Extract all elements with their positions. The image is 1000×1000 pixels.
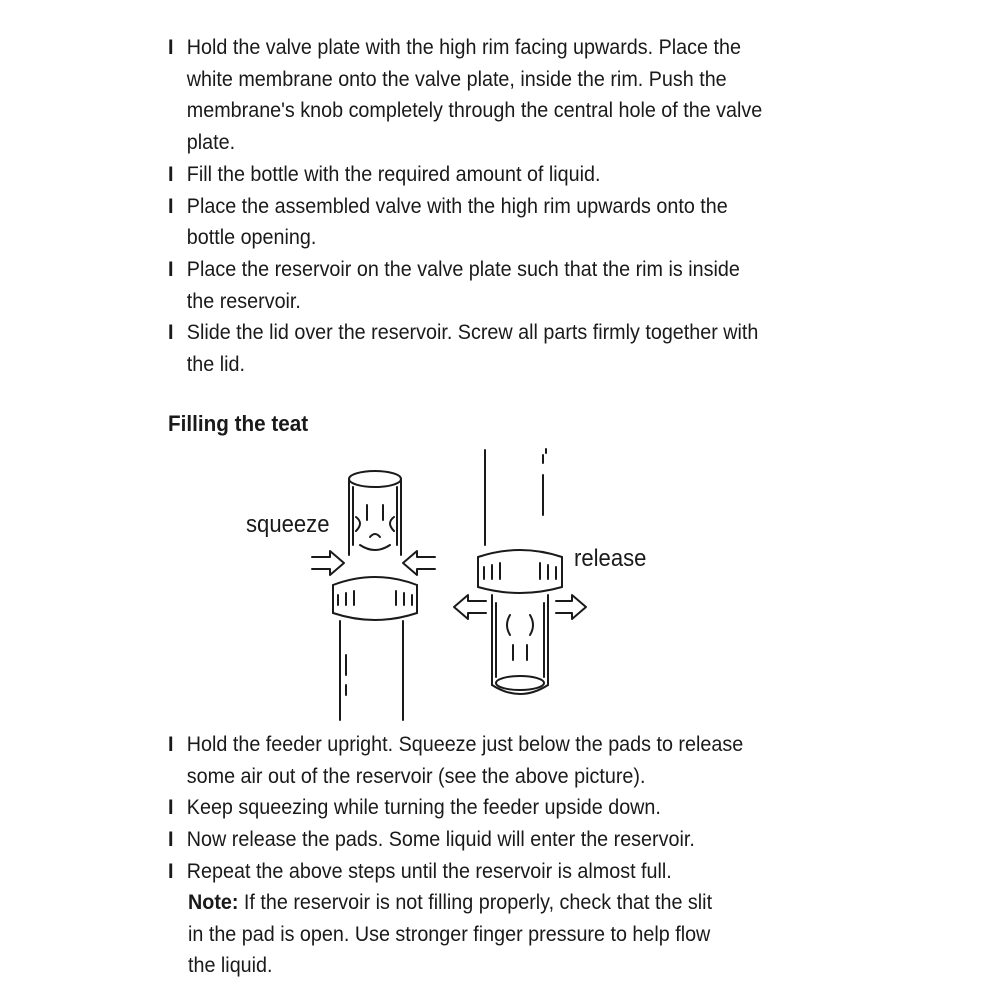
list-item: the reservoir. [186,289,301,313]
list-item: plate. [186,131,236,155]
squeeze-arrow-left-icon [312,551,344,575]
list-item: I Place the assembled valve with the high rim upwards onto the [168,191,826,223]
note-block [188,887,712,982]
feeder-squeezed-drawing [333,471,417,720]
feeder-illustration [230,445,660,725]
list-item: white membrane onto the valve plate, inside the rim. Push the [186,67,727,91]
teat-filling-figure [230,445,660,725]
list-item: membrane's knob completely through the central hole of the valve [186,99,763,123]
release-arrow-right-icon [556,595,586,619]
list-item: I Fill the bottle with the required amount of liquid. [168,159,826,191]
list-item: I Hold the valve plate with the high rim facing upwards. Place the [168,32,826,64]
bullet-marker: I [168,859,174,883]
list-item: I Place the reservoir on the valve plate such that the rim is inside [168,254,826,286]
bullet-marker: I [168,828,174,852]
bullet-marker: I [168,796,174,820]
list-item: I Hold the feeder upright. Squeeze just below the pads to release [168,729,826,761]
bullet-marker: I [168,257,174,281]
list-item: I Slide the lid over the reservoir. Screw all parts firmly together with [168,317,826,349]
list-item: I Repeat the above steps until the reservoir is almost full. [168,856,826,888]
list-item: the lid. [186,353,245,377]
list-item: I Keep squeezing while turning the feeder upside down. [168,792,826,824]
release-arrow-left-icon [454,595,486,619]
release-label: release [574,545,647,572]
top-instruction-list [168,32,868,381]
list-item: bottle opening. [186,226,317,250]
section-heading: Filling the teat [168,411,309,436]
note-line: in the pad is open. Use stronger finger pressure to help flow [188,922,711,946]
bullet-marker: I [168,321,174,345]
bullet-marker: I [168,36,174,59]
bullet-marker: I [168,733,174,756]
note-line: Note: If the reservoir is not filling properly, check that the slit [188,891,713,914]
bottom-instruction-list [168,729,868,888]
list-item: I Now release the pads. Some liquid will enter the reservoir. [168,824,826,856]
note-label: Note: [188,891,239,914]
note-line: the liquid. [188,954,273,978]
squeeze-label: squeeze [246,511,330,538]
feeder-released-drawing [478,449,562,694]
list-item: some air out of the reservoir (see the above picture). [186,764,646,788]
bullet-marker: I [168,194,174,218]
squeeze-arrow-right-icon [403,551,435,575]
bullet-marker: I [168,162,174,186]
